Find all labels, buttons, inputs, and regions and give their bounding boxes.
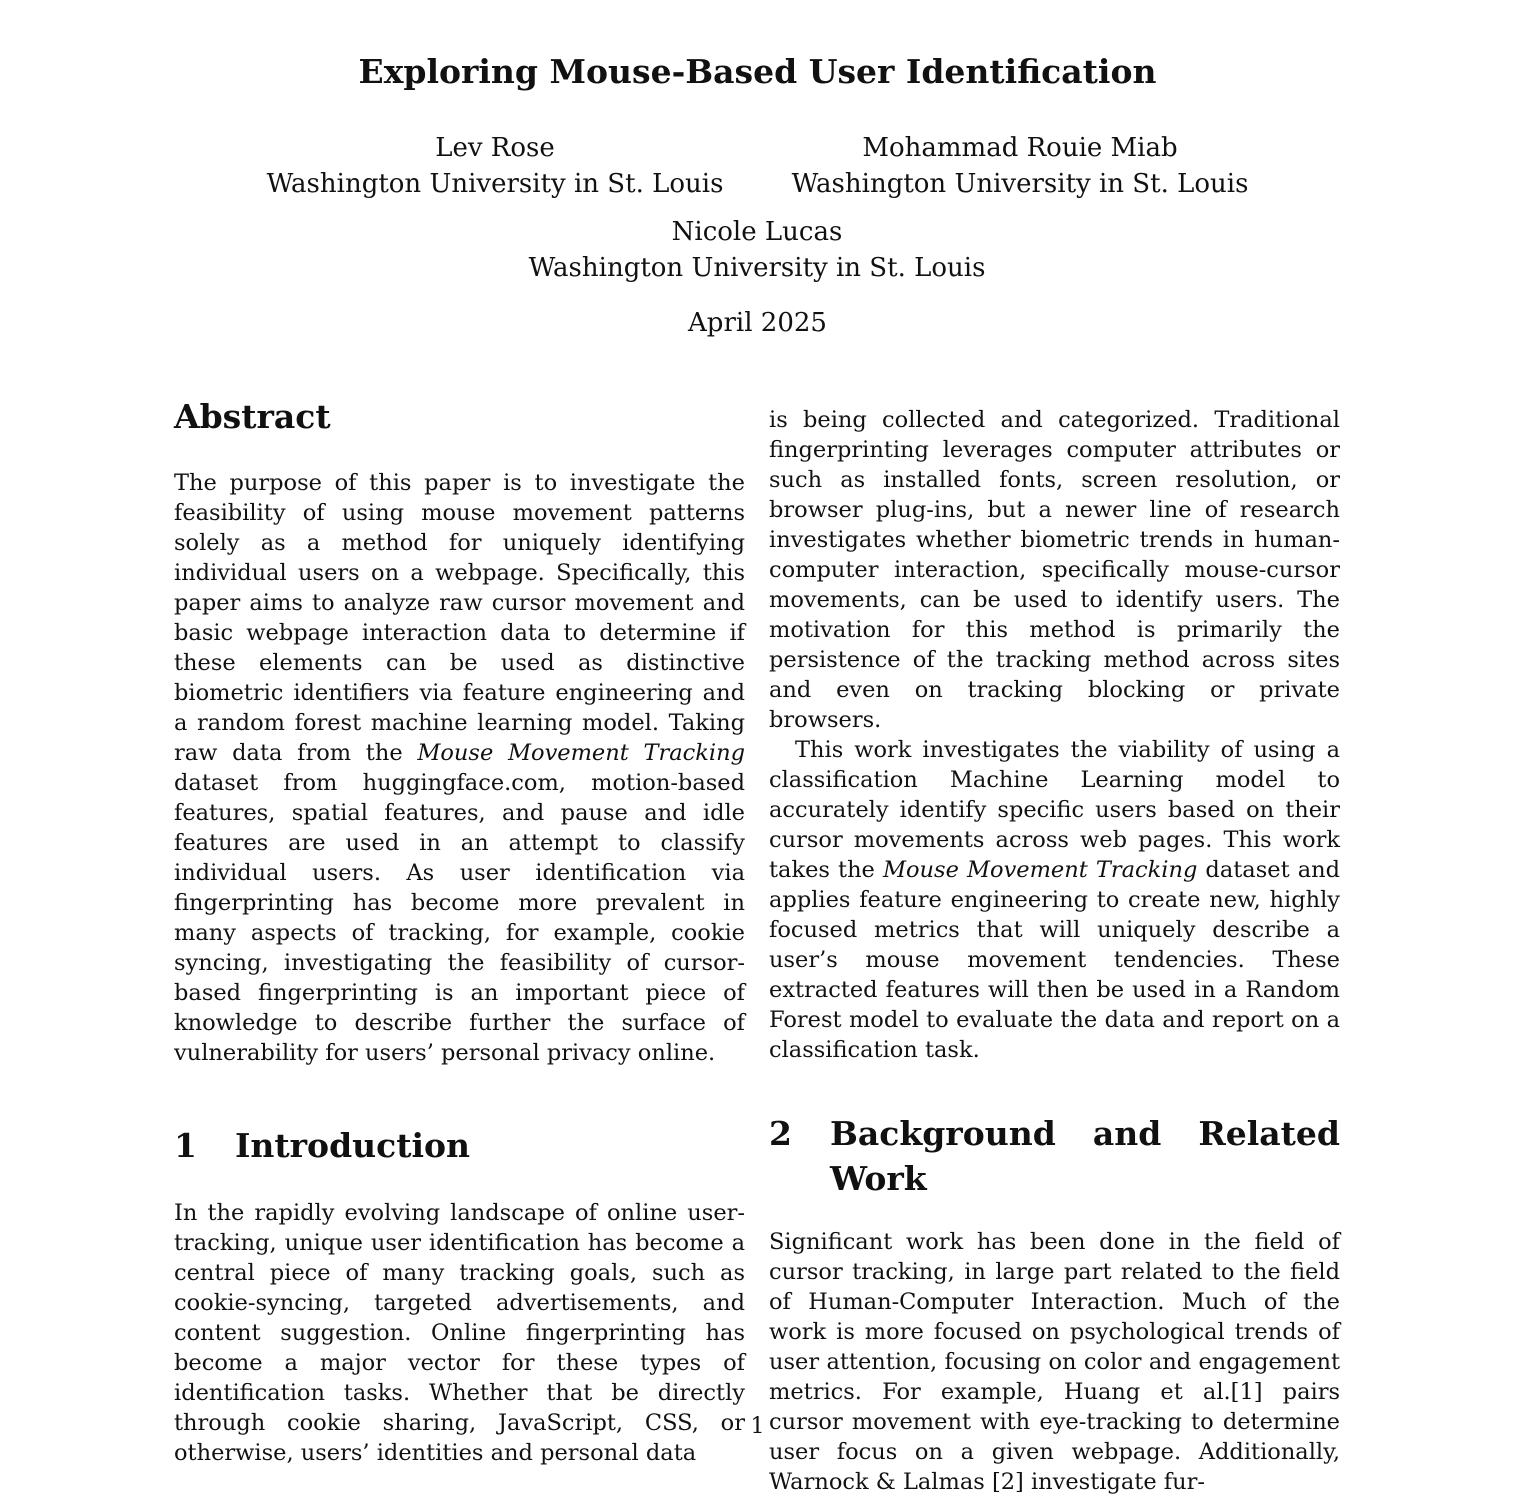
section-title: Background and Related Work xyxy=(830,1114,1340,1198)
background-paragraph: Significant work has been done in the field of cursor tracking, in large part related to the field of Human-Computer Interaction. Much of the work is more focused on psychological trends of user attention, focusing on color and engagement metrics. For example, Huang et al.[1] pairs cursor movement with eye-tracking to determine user focus on a given webpage. Additionally, Warnock & Lalmas [2] investigate fur- xyxy=(769,1229,1340,1495)
left-column xyxy=(174,392,745,1468)
paper-title: Exploring Mouse-Based User Identification xyxy=(358,52,1157,91)
section-heading-introduction xyxy=(174,1123,745,1168)
abstract-text: The purpose of this paper is to investigate the feasibility of using mouse movement patterns solely as a method for uniquely identifying individual users on a webpage. Specifically, this paper aims to analyze raw cursor movement and basic webpage interaction data to determine if these elements can be used as distinctive biometric identifiers via feature engineering and a random forest machine learning model. Taking raw data from the Mouse Movement Tracking dataset from huggingface.com, motion-based features, spatial features, and pause and idle features are used in an attempt to classify individual users. As user identification via fingerprinting has become more prevalent in many aspects of tracking, for example, cookie syncing, investigating the feasibility of cursor-based fingerprinting is an important piece of knowledge to describe further the surface of vulnerability for users’ personal privacy online. xyxy=(174,470,745,1066)
author-name: Lev Rose xyxy=(435,133,555,163)
section-heading-background xyxy=(769,1111,1340,1201)
section-title: Introduction xyxy=(235,1126,471,1165)
abstract-heading: Abstract xyxy=(174,397,331,436)
intro-paragraph: In the rapidly evolving landscape of online user-tracking, unique user identification has become a central piece of many tracking goals, such as cookie-syncing, targeted advertisements, and content suggestion. Online fingerprinting has become a major vector for these types of identification tasks. Whether that be directly through cookie sharing, JavaScript, CSS, or otherwise, users’ identities and personal data xyxy=(174,1200,745,1466)
page-number: 1 xyxy=(750,1414,765,1439)
section-number: 2 xyxy=(769,1114,792,1153)
author-block xyxy=(517,214,997,286)
right-column xyxy=(769,405,1340,1497)
author-block xyxy=(780,130,1260,202)
author-name: Nicole Lucas xyxy=(671,217,843,247)
intro-paragraph-continued: is being collected and categorized. Traditional fingerprinting leverages computer attributes or such as installed fonts, screen resolution, or browser plug-ins, but a newer line of research investigates whether biometric trends in human-computer interaction, specifically mouse-cursor movements, can be used to identify users. The motivation for this method is primarily the persistence of the tracking method across sites and even on tracking blocking or private browsers. xyxy=(769,407,1340,733)
intro-paragraph-2: This work investigates the viability of using a classification Machine Learning model to accurately identify specific users based on their cursor movements across web pages. This work takes the Mouse Movement Tracking dataset and applies feature engineering to create new, highly focused metrics that will uniquely describe a user’s mouse movement tendencies. These extracted features will then be used in a Random Forest model to evaluate the data and report on a classification task. xyxy=(769,737,1340,1063)
paper-date: April 2025 xyxy=(688,308,827,338)
section-number: 1 xyxy=(174,1126,197,1165)
author-name: Mohammad Rouie Miab xyxy=(862,133,1178,163)
author-affiliation: Washington University in St. Louis xyxy=(528,253,986,283)
author-affiliation: Washington University in St. Louis xyxy=(791,169,1249,199)
dataset-name: Mouse Movement Tracking xyxy=(882,857,1198,883)
author-affiliation: Washington University in St. Louis xyxy=(266,169,724,199)
author-block xyxy=(255,130,735,202)
dataset-name: Mouse Movement Tracking xyxy=(417,740,745,766)
